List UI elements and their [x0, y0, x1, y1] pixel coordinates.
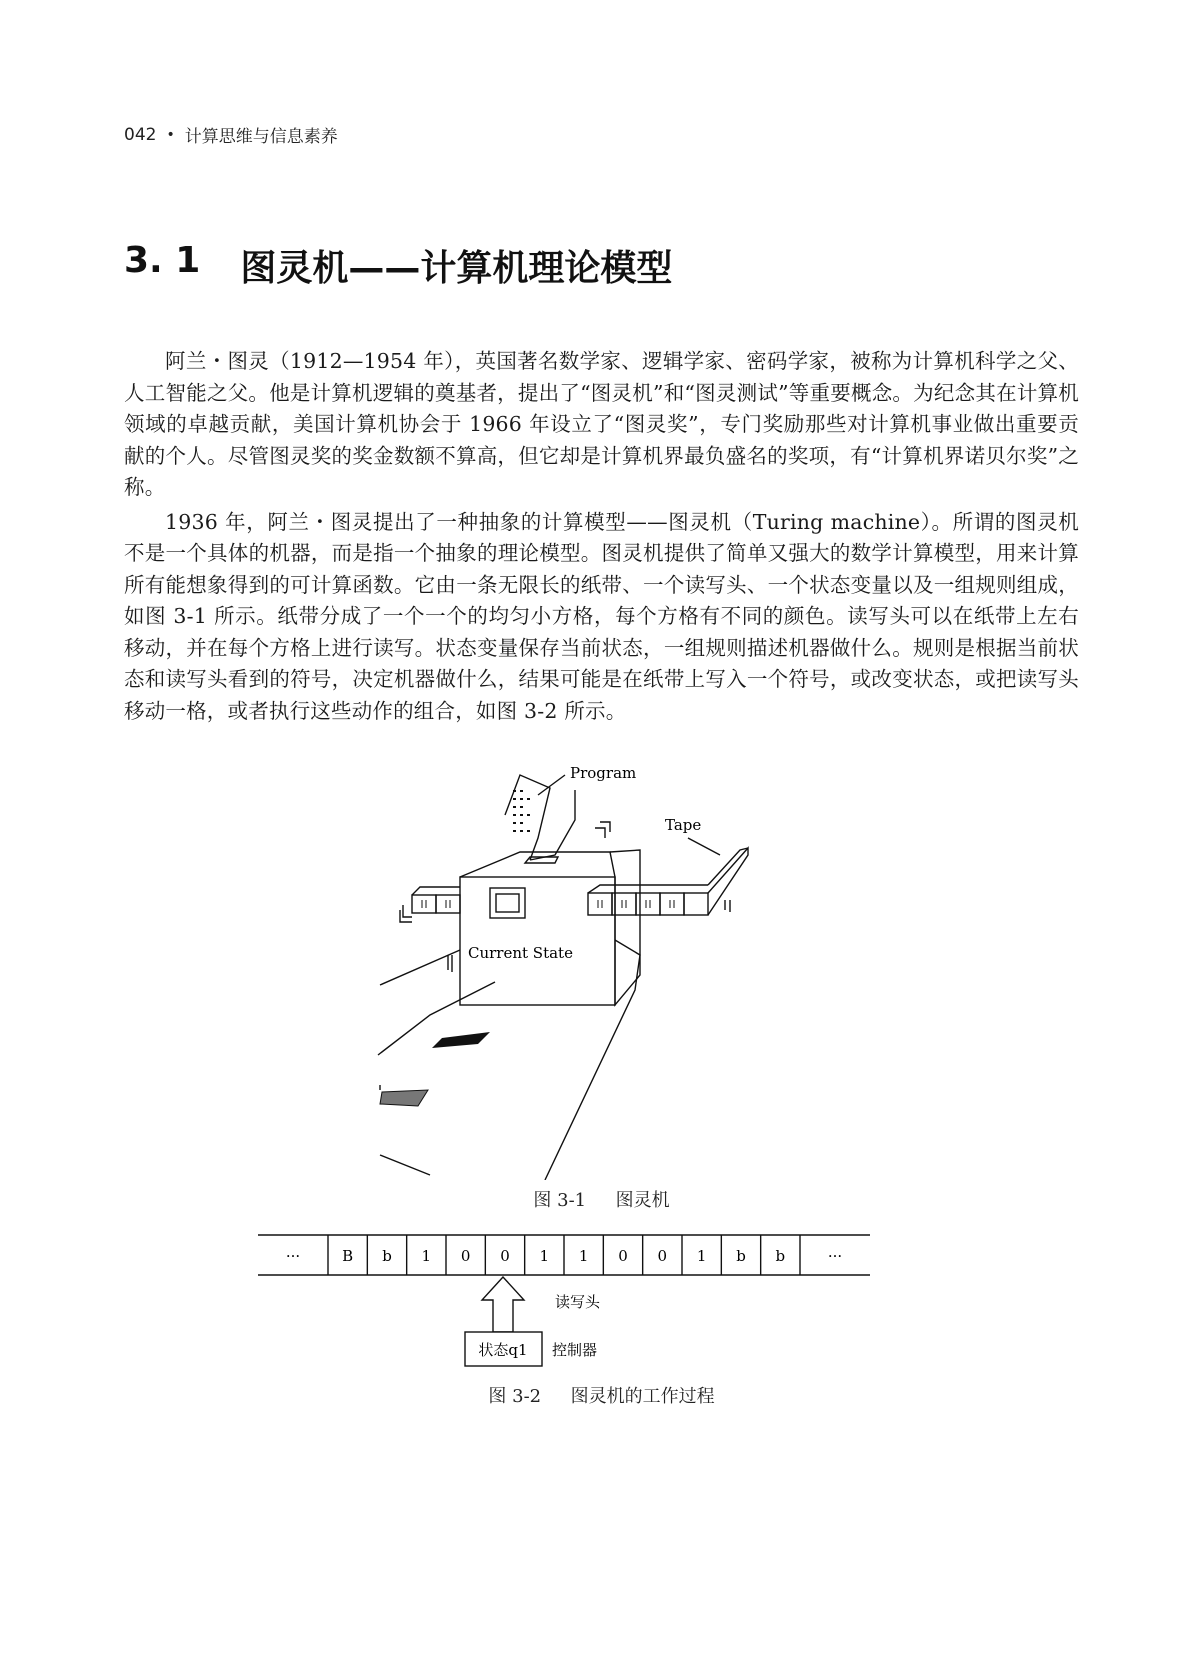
state-label: 状态q1 [478, 1341, 528, 1359]
tape-cell: 1 [696, 1247, 707, 1265]
figure-2-number: 图 3-2 [488, 1386, 542, 1407]
controller-label: 控制器 [552, 1341, 598, 1359]
section-number: 3. 1 [124, 240, 201, 281]
book-title: 计算思维与信息素养 [184, 127, 338, 147]
figure-2-title: 图灵机的工作过程 [570, 1386, 715, 1407]
tape-cell: ··· [285, 1247, 301, 1265]
tape-label: Tape [665, 816, 702, 834]
tape-cell: ··· [827, 1247, 843, 1265]
page-number: 042 [124, 124, 157, 145]
tape-cells [286, 1235, 842, 1275]
figure-2-caption [0, 1382, 1203, 1408]
tape-cell: 0 [460, 1247, 471, 1265]
tape-cell: 1 [578, 1247, 589, 1265]
section-title: 图灵机——计算机理论模型 [240, 248, 673, 289]
tape-cell: 1 [539, 1247, 550, 1265]
figure-1-number: 图 3-1 [533, 1190, 587, 1211]
header-separator: • [166, 126, 175, 143]
turing-machine-illustration [370, 760, 770, 1180]
figure-1-title: 图灵机 [615, 1190, 670, 1211]
tape-cell: 0 [500, 1247, 510, 1265]
page-header [124, 122, 338, 147]
read-write-head-arrow [482, 1277, 524, 1332]
head-label: 读写头 [555, 1293, 601, 1311]
tape-cell: B [342, 1247, 354, 1265]
paragraph-1: 阿兰・图灵（1912—1954 年），英国著名数学家、逻辑学家、密码学家，被称为计算机科学之父、人工智能之父。他是计算机逻辑的奠基者，提出了“图灵机”和“图灵测试”等重要概念。为纪念其在计算机领域的卓越贡献，美国计算机协会于 1966 年设立了“图灵奖”，专门奖励那些对计算机事业做出重要贡献的个人。尽管图灵奖的奖金数额不算高，但它却是计算机界最负盛名的奖项，有“计算机界诺贝尔奖”之称。 [124, 349, 1079, 499]
section-heading [124, 240, 672, 291]
program-label: Program [570, 764, 637, 782]
tape-cell: 0 [618, 1247, 628, 1265]
body-text [124, 346, 1079, 730]
tape-cell: b [736, 1247, 746, 1265]
current-state-label: Current State [468, 944, 573, 962]
tape-cell: b [775, 1247, 786, 1265]
tape-cell: 0 [657, 1247, 668, 1265]
paragraph-2: 1936 年，阿兰・图灵提出了一种抽象的计算模型——图灵机（Turing machine）。所谓的图灵机不是一个具体的机器，而是指一个抽象的理论模型。图灵机提供了简单又强大的数学计算模型，用来计算所有能想象得到的可计算函数。它由一条无限长的纸带、一个读写头、一个状态变量以及一组规则组成，如图 3-1 所示。纸带分成了一个一个的均匀小方格，每个方格有不同的颜色。读写头可以在纸带上左右移动，并在每个方格上进行读写。状态变量保存当前状态，一组规则描述机器做什么。规则是根据当前状态和读写头看到的符号，决定机器做什么，结果可能是在纸带上写入一个符号，或改变状态，或把读写头移动一格，或者执行这些动作的组合，如图 3-2 所示。 [124, 509, 1079, 723]
tape-cell: 1 [421, 1247, 432, 1265]
tape-cell: b [382, 1247, 392, 1265]
figure-1-caption [0, 1186, 1203, 1212]
turing-tape-diagram [250, 1230, 880, 1375]
